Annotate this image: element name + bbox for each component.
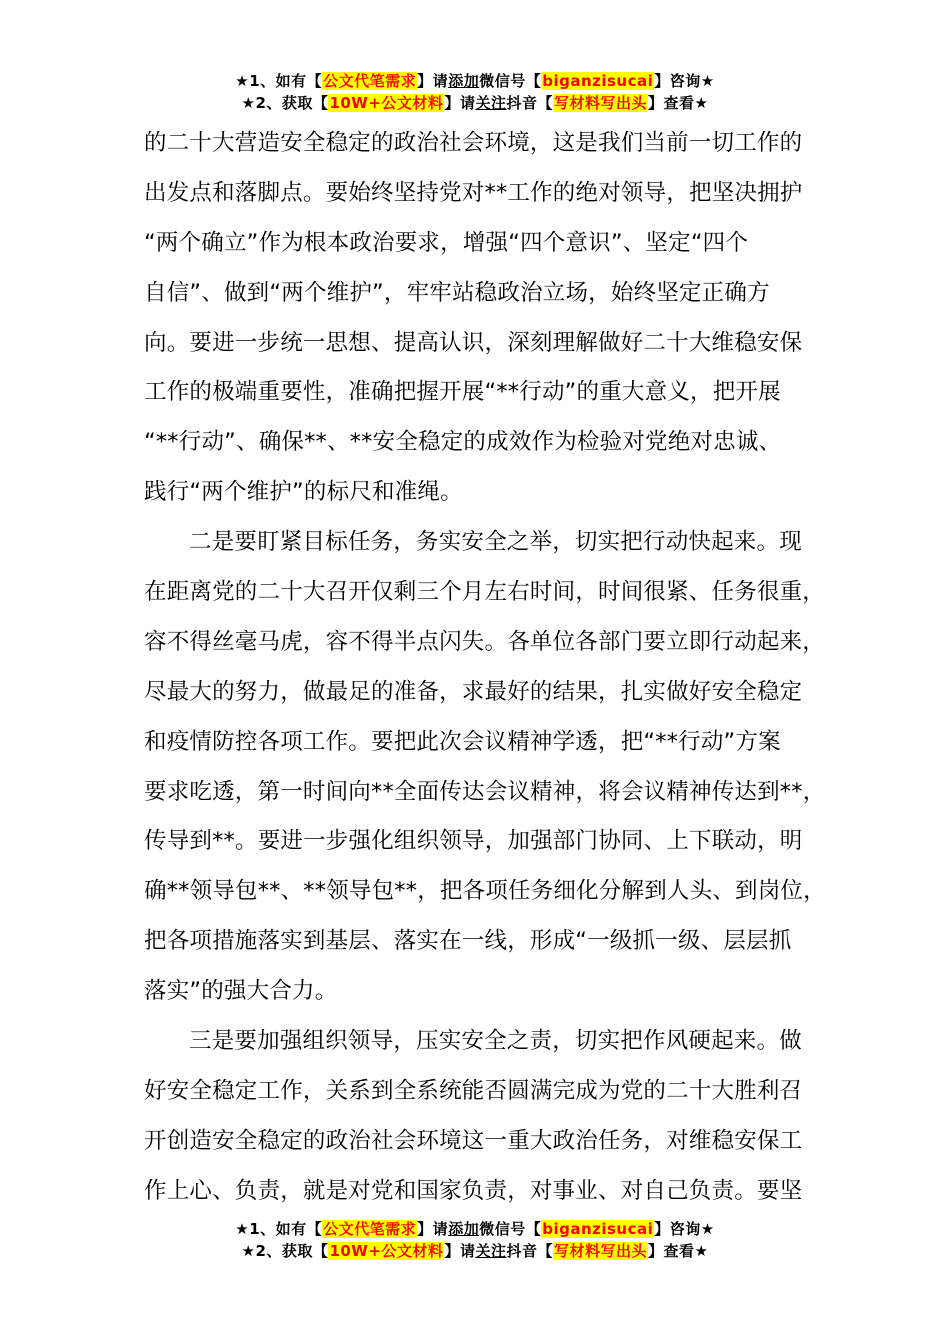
footer-text: 微信号【 bbox=[479, 1220, 542, 1238]
footer-text: 】查看★ bbox=[648, 1242, 709, 1260]
footer-text: ★1、如有【 bbox=[235, 1220, 323, 1238]
body-line: 和疫情防控各项工作。要把此次会议精神学透，把“**行动”方案 bbox=[144, 728, 781, 755]
body-line: 的二十大营造安全稳定的政治社会环境，这是我们当前一切工作的 bbox=[144, 130, 803, 156]
body-line: 开创造安全稳定的政治社会环境这一重大政治任务，对维稳安保工 bbox=[144, 1127, 803, 1154]
footer-text: 】咨询★ bbox=[654, 1220, 715, 1238]
highlight-materials: 10W+公文材料 bbox=[329, 94, 444, 112]
document-body bbox=[144, 119, 830, 1217]
header-text: ★1、如有【 bbox=[235, 72, 323, 90]
body-line: 落实”的强大合力。 bbox=[144, 978, 338, 1005]
header-text: 抖音【 bbox=[506, 94, 553, 112]
paragraph-3-start: 三是要加强组织领导，压实安全之责，切实把作风硬起来。做 bbox=[189, 1028, 802, 1055]
header-text: 】请 bbox=[417, 72, 449, 90]
header-text: ★2、获取【 bbox=[241, 94, 329, 112]
header-text: 】查看★ bbox=[648, 94, 709, 112]
footer-text: ★2、获取【 bbox=[241, 1242, 329, 1260]
body-line: 向。要进一步统一思想、提高认识，深刻理解做好二十大维稳安保 bbox=[144, 329, 803, 356]
footer-line-1 bbox=[0, 1218, 950, 1240]
paragraph-2-start: 二是要盯紧目标任务，务实安全之举，切实把行动快起来。现 bbox=[189, 529, 802, 556]
highlight-materials: 10W+公文材料 bbox=[329, 1242, 444, 1260]
highlight-douyin-account: 写材料写出头 bbox=[553, 1242, 647, 1260]
highlight-wechat-id: biganzisucai bbox=[542, 1220, 654, 1238]
body-line: 确**领导包**、**领导包**，把各项任务细化分解到人头、到岗位， bbox=[144, 878, 826, 905]
body-line: 好安全稳定工作，关系到全系统能否圆满完成为党的二十大胜利召 bbox=[144, 1077, 803, 1104]
body-line: 把各项措施落实到基层、落实在一线，形成“一级抓一级、层层抓 bbox=[144, 928, 792, 955]
underlined-text: 关注 bbox=[475, 1242, 507, 1260]
body-line: 出发点和落脚点。要始终坚持党对**工作的绝对领导，把坚决拥护 bbox=[144, 179, 803, 206]
underlined-text: 添加 bbox=[448, 1220, 480, 1238]
highlight-wechat-id: biganzisucai bbox=[542, 72, 654, 90]
highlight-ghostwriting: 公文代笔需求 bbox=[323, 1220, 417, 1238]
body-line: 传导到**。要进一步强化组织领导，加强部门协同、上下联动，明 bbox=[144, 828, 803, 855]
header-line-2 bbox=[0, 92, 950, 114]
header-text: 微信号【 bbox=[479, 72, 542, 90]
body-line: 践行“两个维护”的标尺和准绳。 bbox=[144, 479, 463, 506]
footer-text: 】请 bbox=[417, 1220, 449, 1238]
header-text: 】咨询★ bbox=[654, 72, 715, 90]
body-line: 容不得丝毫马虎，容不得半点闪失。各单位各部门要立即行动起来， bbox=[144, 628, 826, 655]
header-text: 】请 bbox=[444, 94, 476, 112]
body-line: 工作的极端重要性，准确把握开展“**行动”的重大意义，把开展 bbox=[144, 379, 781, 406]
underlined-text: 添加 bbox=[448, 72, 480, 90]
header-banner bbox=[0, 70, 950, 114]
body-line: 作上心、负责，就是对党和国家负责，对事业、对自己负责。要坚 bbox=[144, 1177, 803, 1204]
footer-banner bbox=[0, 1218, 950, 1262]
body-line: 自信”、做到“两个维护”，牢牢站稳政治立场，始终坚定正确方 bbox=[144, 279, 770, 306]
body-line: “两个确立”作为根本政治要求，增强“四个意识”、坚定“四个 bbox=[144, 229, 749, 256]
footer-text: 】请 bbox=[444, 1242, 476, 1260]
footer-line-2 bbox=[0, 1240, 950, 1262]
body-line: 尽最大的努力，做最足的准备，求最好的结果，扎实做好安全稳定 bbox=[144, 678, 803, 705]
underlined-text: 关注 bbox=[475, 94, 507, 112]
header-line-1 bbox=[0, 70, 950, 92]
body-line: 在距离党的二十大召开仅剩三个月左右时间，时间很紧、任务很重， bbox=[144, 579, 826, 606]
body-line: 要求吃透，第一时间向**全面传达会议精神，将会议精神传达到**， bbox=[144, 778, 826, 805]
body-line: “**行动”、确保**、**安全稳定的成效作为检验对党绝对忠诚、 bbox=[144, 429, 782, 456]
highlight-douyin-account: 写材料写出头 bbox=[553, 94, 647, 112]
footer-text: 抖音【 bbox=[506, 1242, 553, 1260]
highlight-ghostwriting: 公文代笔需求 bbox=[323, 72, 417, 90]
